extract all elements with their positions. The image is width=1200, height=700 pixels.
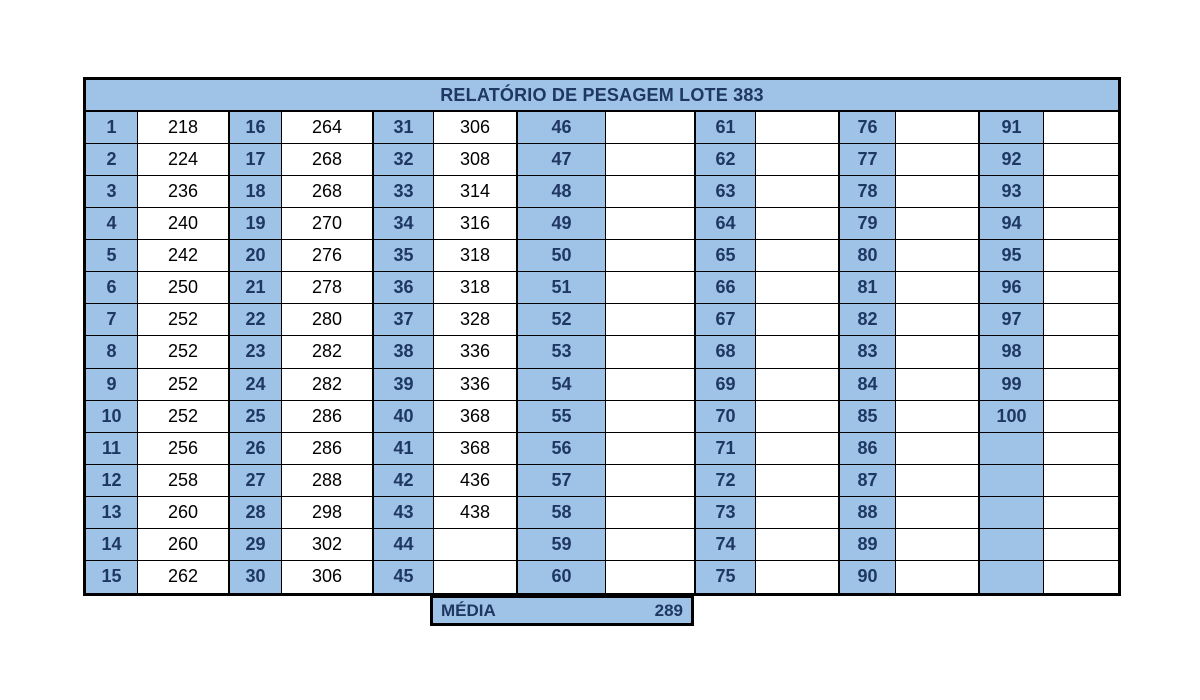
weight-cell <box>756 369 840 401</box>
index-cell: 51 <box>518 272 606 304</box>
weight-cell <box>1044 336 1118 368</box>
index-cell <box>980 529 1044 561</box>
weight-cell <box>756 112 840 144</box>
index-cell: 78 <box>840 176 896 208</box>
index-cell <box>980 561 1044 593</box>
weight-cell <box>896 529 980 561</box>
weight-cell <box>1044 561 1118 593</box>
index-cell: 23 <box>230 336 282 368</box>
weight-cell: 282 <box>282 369 374 401</box>
index-cell: 36 <box>374 272 434 304</box>
weight-cell: 308 <box>434 144 518 176</box>
index-cell <box>980 433 1044 465</box>
index-cell: 41 <box>374 433 434 465</box>
weight-cell <box>896 369 980 401</box>
weight-cell: 278 <box>282 272 374 304</box>
weight-cell: 336 <box>434 369 518 401</box>
index-cell: 25 <box>230 401 282 433</box>
index-cell: 34 <box>374 208 434 240</box>
weight-cell <box>606 401 696 433</box>
index-cell: 37 <box>374 304 434 336</box>
weight-cell <box>756 272 840 304</box>
index-cell: 50 <box>518 240 606 272</box>
index-cell <box>980 497 1044 529</box>
index-cell: 72 <box>696 465 756 497</box>
index-cell: 88 <box>840 497 896 529</box>
index-cell: 35 <box>374 240 434 272</box>
weight-cell <box>756 304 840 336</box>
weight-cell: 252 <box>138 401 230 433</box>
index-cell: 13 <box>86 497 138 529</box>
weight-cell: 262 <box>138 561 230 593</box>
weight-cell <box>606 497 696 529</box>
weight-cell: 218 <box>138 112 230 144</box>
weight-cell <box>606 272 696 304</box>
average-value: 289 <box>654 600 683 620</box>
weight-cell <box>1044 529 1118 561</box>
index-cell: 84 <box>840 369 896 401</box>
weight-cell: 336 <box>434 336 518 368</box>
index-cell: 62 <box>696 144 756 176</box>
weight-cell: 268 <box>282 176 374 208</box>
weight-cell <box>756 529 840 561</box>
index-cell: 24 <box>230 369 282 401</box>
index-cell: 15 <box>86 561 138 593</box>
weight-cell <box>1044 369 1118 401</box>
index-cell: 71 <box>696 433 756 465</box>
index-cell: 18 <box>230 176 282 208</box>
weight-cell <box>1044 304 1118 336</box>
weight-cell <box>896 112 980 144</box>
weight-cell: 306 <box>282 561 374 593</box>
index-cell: 19 <box>230 208 282 240</box>
weight-cell: 256 <box>138 433 230 465</box>
weight-cell: 252 <box>138 304 230 336</box>
index-cell: 8 <box>86 336 138 368</box>
index-cell: 89 <box>840 529 896 561</box>
index-cell: 91 <box>980 112 1044 144</box>
index-cell: 5 <box>86 240 138 272</box>
index-cell: 83 <box>840 336 896 368</box>
weight-cell: 286 <box>282 401 374 433</box>
index-cell: 49 <box>518 208 606 240</box>
index-cell: 61 <box>696 112 756 144</box>
weight-cell: 268 <box>282 144 374 176</box>
index-cell: 64 <box>696 208 756 240</box>
index-cell: 69 <box>696 369 756 401</box>
weight-cell <box>756 497 840 529</box>
weight-cell <box>606 529 696 561</box>
index-cell: 9 <box>86 369 138 401</box>
weight-cell: 224 <box>138 144 230 176</box>
index-cell: 43 <box>374 497 434 529</box>
index-cell: 11 <box>86 433 138 465</box>
weight-cell <box>896 144 980 176</box>
index-cell: 28 <box>230 497 282 529</box>
weight-cell: 288 <box>282 465 374 497</box>
weight-cell <box>756 561 840 593</box>
index-cell: 31 <box>374 112 434 144</box>
weight-cell <box>756 433 840 465</box>
index-cell: 73 <box>696 497 756 529</box>
weight-cell <box>756 240 840 272</box>
average-box <box>430 595 694 626</box>
weight-cell <box>1044 144 1118 176</box>
weight-cell <box>1044 401 1118 433</box>
index-cell: 67 <box>696 304 756 336</box>
weight-cell: 368 <box>434 433 518 465</box>
weight-cell <box>606 112 696 144</box>
index-cell: 42 <box>374 465 434 497</box>
index-cell: 40 <box>374 401 434 433</box>
weight-cell <box>1044 176 1118 208</box>
index-cell: 54 <box>518 369 606 401</box>
weight-cell <box>606 176 696 208</box>
weight-cell: 306 <box>434 112 518 144</box>
weight-cell <box>606 336 696 368</box>
index-cell: 96 <box>980 272 1044 304</box>
index-cell: 75 <box>696 561 756 593</box>
report-title: RELATÓRIO DE PESAGEM LOTE 383 <box>86 80 1118 112</box>
index-cell: 7 <box>86 304 138 336</box>
weight-cell <box>1044 240 1118 272</box>
weight-cell: 436 <box>434 465 518 497</box>
index-cell: 86 <box>840 433 896 465</box>
weight-cell <box>756 176 840 208</box>
weight-cell <box>756 336 840 368</box>
weight-cell <box>1044 272 1118 304</box>
index-cell: 21 <box>230 272 282 304</box>
index-cell: 2 <box>86 144 138 176</box>
weight-cell <box>896 176 980 208</box>
weight-cell <box>756 401 840 433</box>
weight-cell: 286 <box>282 433 374 465</box>
index-cell: 93 <box>980 176 1044 208</box>
weight-cell: 250 <box>138 272 230 304</box>
index-cell: 52 <box>518 304 606 336</box>
weight-cell <box>756 208 840 240</box>
index-cell: 77 <box>840 144 896 176</box>
weight-cell <box>434 561 518 593</box>
weight-cell <box>1044 465 1118 497</box>
weight-cell <box>896 401 980 433</box>
weight-cell <box>896 304 980 336</box>
index-cell: 98 <box>980 336 1044 368</box>
weight-cell <box>756 144 840 176</box>
weight-cell <box>606 208 696 240</box>
index-cell: 17 <box>230 144 282 176</box>
index-cell: 16 <box>230 112 282 144</box>
index-cell: 3 <box>86 176 138 208</box>
weight-cell: 236 <box>138 176 230 208</box>
index-cell: 46 <box>518 112 606 144</box>
index-cell: 66 <box>696 272 756 304</box>
index-cell: 48 <box>518 176 606 208</box>
index-cell: 82 <box>840 304 896 336</box>
index-cell: 45 <box>374 561 434 593</box>
weight-cell <box>606 240 696 272</box>
index-cell: 20 <box>230 240 282 272</box>
index-cell: 14 <box>86 529 138 561</box>
weight-cell: 282 <box>282 336 374 368</box>
index-cell: 1 <box>86 112 138 144</box>
index-cell: 38 <box>374 336 434 368</box>
index-cell <box>980 465 1044 497</box>
weight-cell: 280 <box>282 304 374 336</box>
weight-cell: 252 <box>138 336 230 368</box>
average-label: MÉDIA <box>441 600 496 620</box>
index-cell: 90 <box>840 561 896 593</box>
weight-cell <box>1044 112 1118 144</box>
weight-cell: 368 <box>434 401 518 433</box>
weight-cell: 298 <box>282 497 374 529</box>
index-cell: 22 <box>230 304 282 336</box>
index-cell: 70 <box>696 401 756 433</box>
index-cell: 12 <box>86 465 138 497</box>
weight-cell: 258 <box>138 465 230 497</box>
weight-cell: 260 <box>138 497 230 529</box>
index-cell: 81 <box>840 272 896 304</box>
index-cell: 99 <box>980 369 1044 401</box>
weight-cell <box>606 144 696 176</box>
index-cell: 27 <box>230 465 282 497</box>
weight-cell <box>756 465 840 497</box>
index-cell: 92 <box>980 144 1044 176</box>
index-cell: 100 <box>980 401 1044 433</box>
weight-cell <box>896 433 980 465</box>
index-cell: 53 <box>518 336 606 368</box>
weight-cell <box>896 272 980 304</box>
weight-cell <box>1044 433 1118 465</box>
index-cell: 60 <box>518 561 606 593</box>
index-cell: 56 <box>518 433 606 465</box>
weight-cell <box>896 497 980 529</box>
index-cell: 47 <box>518 144 606 176</box>
index-cell: 63 <box>696 176 756 208</box>
weight-cell: 328 <box>434 304 518 336</box>
index-cell: 26 <box>230 433 282 465</box>
weight-cell <box>1044 208 1118 240</box>
weight-cell <box>896 561 980 593</box>
index-cell: 57 <box>518 465 606 497</box>
weight-cell: 302 <box>282 529 374 561</box>
index-cell: 58 <box>518 497 606 529</box>
index-cell: 85 <box>840 401 896 433</box>
index-cell: 68 <box>696 336 756 368</box>
index-cell: 6 <box>86 272 138 304</box>
weight-cell <box>606 369 696 401</box>
weight-cell: 260 <box>138 529 230 561</box>
weight-cell: 438 <box>434 497 518 529</box>
index-cell: 94 <box>980 208 1044 240</box>
weight-cell <box>896 240 980 272</box>
index-cell: 59 <box>518 529 606 561</box>
weight-cell <box>606 465 696 497</box>
index-cell: 33 <box>374 176 434 208</box>
index-cell: 44 <box>374 529 434 561</box>
weight-cell: 264 <box>282 112 374 144</box>
weight-cell <box>896 336 980 368</box>
index-cell: 32 <box>374 144 434 176</box>
weight-cell: 252 <box>138 369 230 401</box>
weight-cell: 314 <box>434 176 518 208</box>
weight-cell: 318 <box>434 272 518 304</box>
weight-cell: 242 <box>138 240 230 272</box>
weight-cell <box>896 465 980 497</box>
weight-cell <box>606 561 696 593</box>
index-cell: 29 <box>230 529 282 561</box>
weight-cell <box>606 433 696 465</box>
weight-cell: 276 <box>282 240 374 272</box>
weight-cell <box>606 304 696 336</box>
weight-cell: 318 <box>434 240 518 272</box>
index-cell: 80 <box>840 240 896 272</box>
index-cell: 74 <box>696 529 756 561</box>
index-cell: 79 <box>840 208 896 240</box>
weight-cell: 240 <box>138 208 230 240</box>
index-cell: 30 <box>230 561 282 593</box>
index-cell: 76 <box>840 112 896 144</box>
weight-cell: 316 <box>434 208 518 240</box>
index-cell: 10 <box>86 401 138 433</box>
index-cell: 39 <box>374 369 434 401</box>
index-cell: 95 <box>980 240 1044 272</box>
weight-cell <box>896 208 980 240</box>
weight-cell: 270 <box>282 208 374 240</box>
index-cell: 65 <box>696 240 756 272</box>
weighing-report-table <box>83 77 1121 596</box>
weight-cell <box>434 529 518 561</box>
weights-grid <box>86 112 1118 593</box>
weight-cell <box>1044 497 1118 529</box>
index-cell: 87 <box>840 465 896 497</box>
index-cell: 4 <box>86 208 138 240</box>
index-cell: 97 <box>980 304 1044 336</box>
index-cell: 55 <box>518 401 606 433</box>
